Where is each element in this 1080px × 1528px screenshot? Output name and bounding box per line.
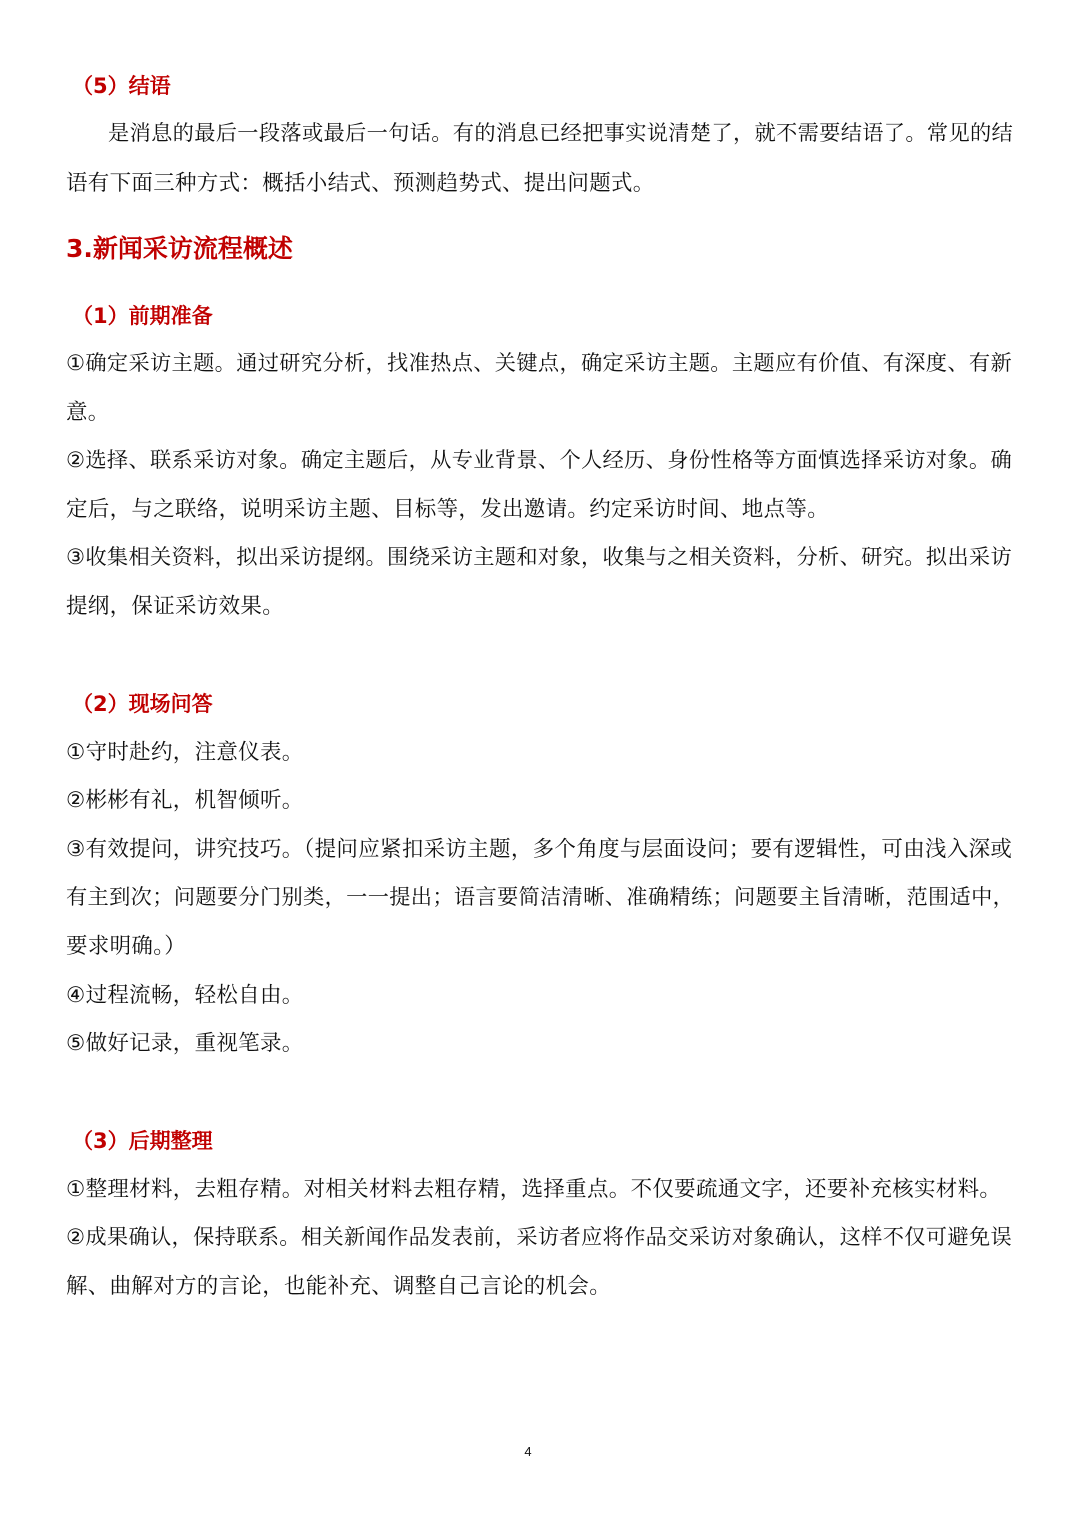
subsection-heading-onsite-qa: （2）现场问答 xyxy=(72,692,213,716)
paragraph-line: ①守时赴约，注意仪表。 xyxy=(66,740,304,765)
paragraph-line: ①整理材料，去粗存精。对相关材料去粗存精，选择重点。不仅要疏通文字，还要补充核实材料。 xyxy=(66,1177,1002,1202)
paragraph-line: ②彬彬有礼，机智倾听。 xyxy=(66,788,304,813)
paragraph-line: ④过程流畅，轻松自由。 xyxy=(66,983,304,1008)
paragraph-line: 意。 xyxy=(66,400,110,425)
subsection-heading-preparation: （1）前期准备 xyxy=(72,304,213,328)
paragraph-line: 有主到次；问题要分门别类，一一提出；语言要简洁清晰、准确精练；问题要主旨清晰，范围适中， xyxy=(66,885,1015,910)
paragraph-line: ③收集相关资料，拟出采访提纲。围绕采访主题和对象，收集与之相关资料，分析、研究。拟出采访 xyxy=(66,545,1013,570)
subsection-heading-post-processing: （3）后期整理 xyxy=(72,1129,213,1153)
paragraph-line: 语有下面三种方式：概括小结式、预测趋势式、提出问题式。 xyxy=(66,171,655,196)
paragraph-line: 解、曲解对方的言论，也能补充、调整自己言论的机会。 xyxy=(66,1274,612,1299)
subsection-heading-conclusion: （5）结语 xyxy=(72,74,171,98)
paragraph-line: ⑤做好记录，重视笔录。 xyxy=(66,1031,304,1056)
paragraph-line: ②选择、联系采访对象。确定主题后，从专业背景、个人经历、身份性格等方面慎选择采访对象。确 xyxy=(66,448,1013,473)
paragraph-line: 是消息的最后一段落或最后一句话。有的消息已经把事实说清楚了，就不需要结语了。常见的结 xyxy=(108,121,1014,146)
paragraph-line: ③有效提问，讲究技巧。（提问应紧扣采访主题，多个角度与层面设问；要有逻辑性，可由浅入深或 xyxy=(66,837,1013,862)
paragraph-line: 要求明确。） xyxy=(66,934,187,959)
paragraph-line: ②成果确认，保持联系。相关新闻作品发表前，采访者应将作品交采访对象确认，这样不仅可避免误 xyxy=(66,1225,1013,1250)
paragraph-line: 定后，与之联络，说明采访主题、目标等，发出邀请。约定采访时间、地点等。 xyxy=(66,497,830,522)
paragraph-line: ①确定采访主题。通过研究分析，找准热点、关键点，确定采访主题。主题应有价值、有深度、有新 xyxy=(66,351,1013,376)
paragraph-line: 提纲，保证采访效果。 xyxy=(66,594,285,619)
section-heading-interview-process: 3.新闻采访流程概述 xyxy=(66,234,293,263)
page-number: 4 xyxy=(524,1444,532,1459)
